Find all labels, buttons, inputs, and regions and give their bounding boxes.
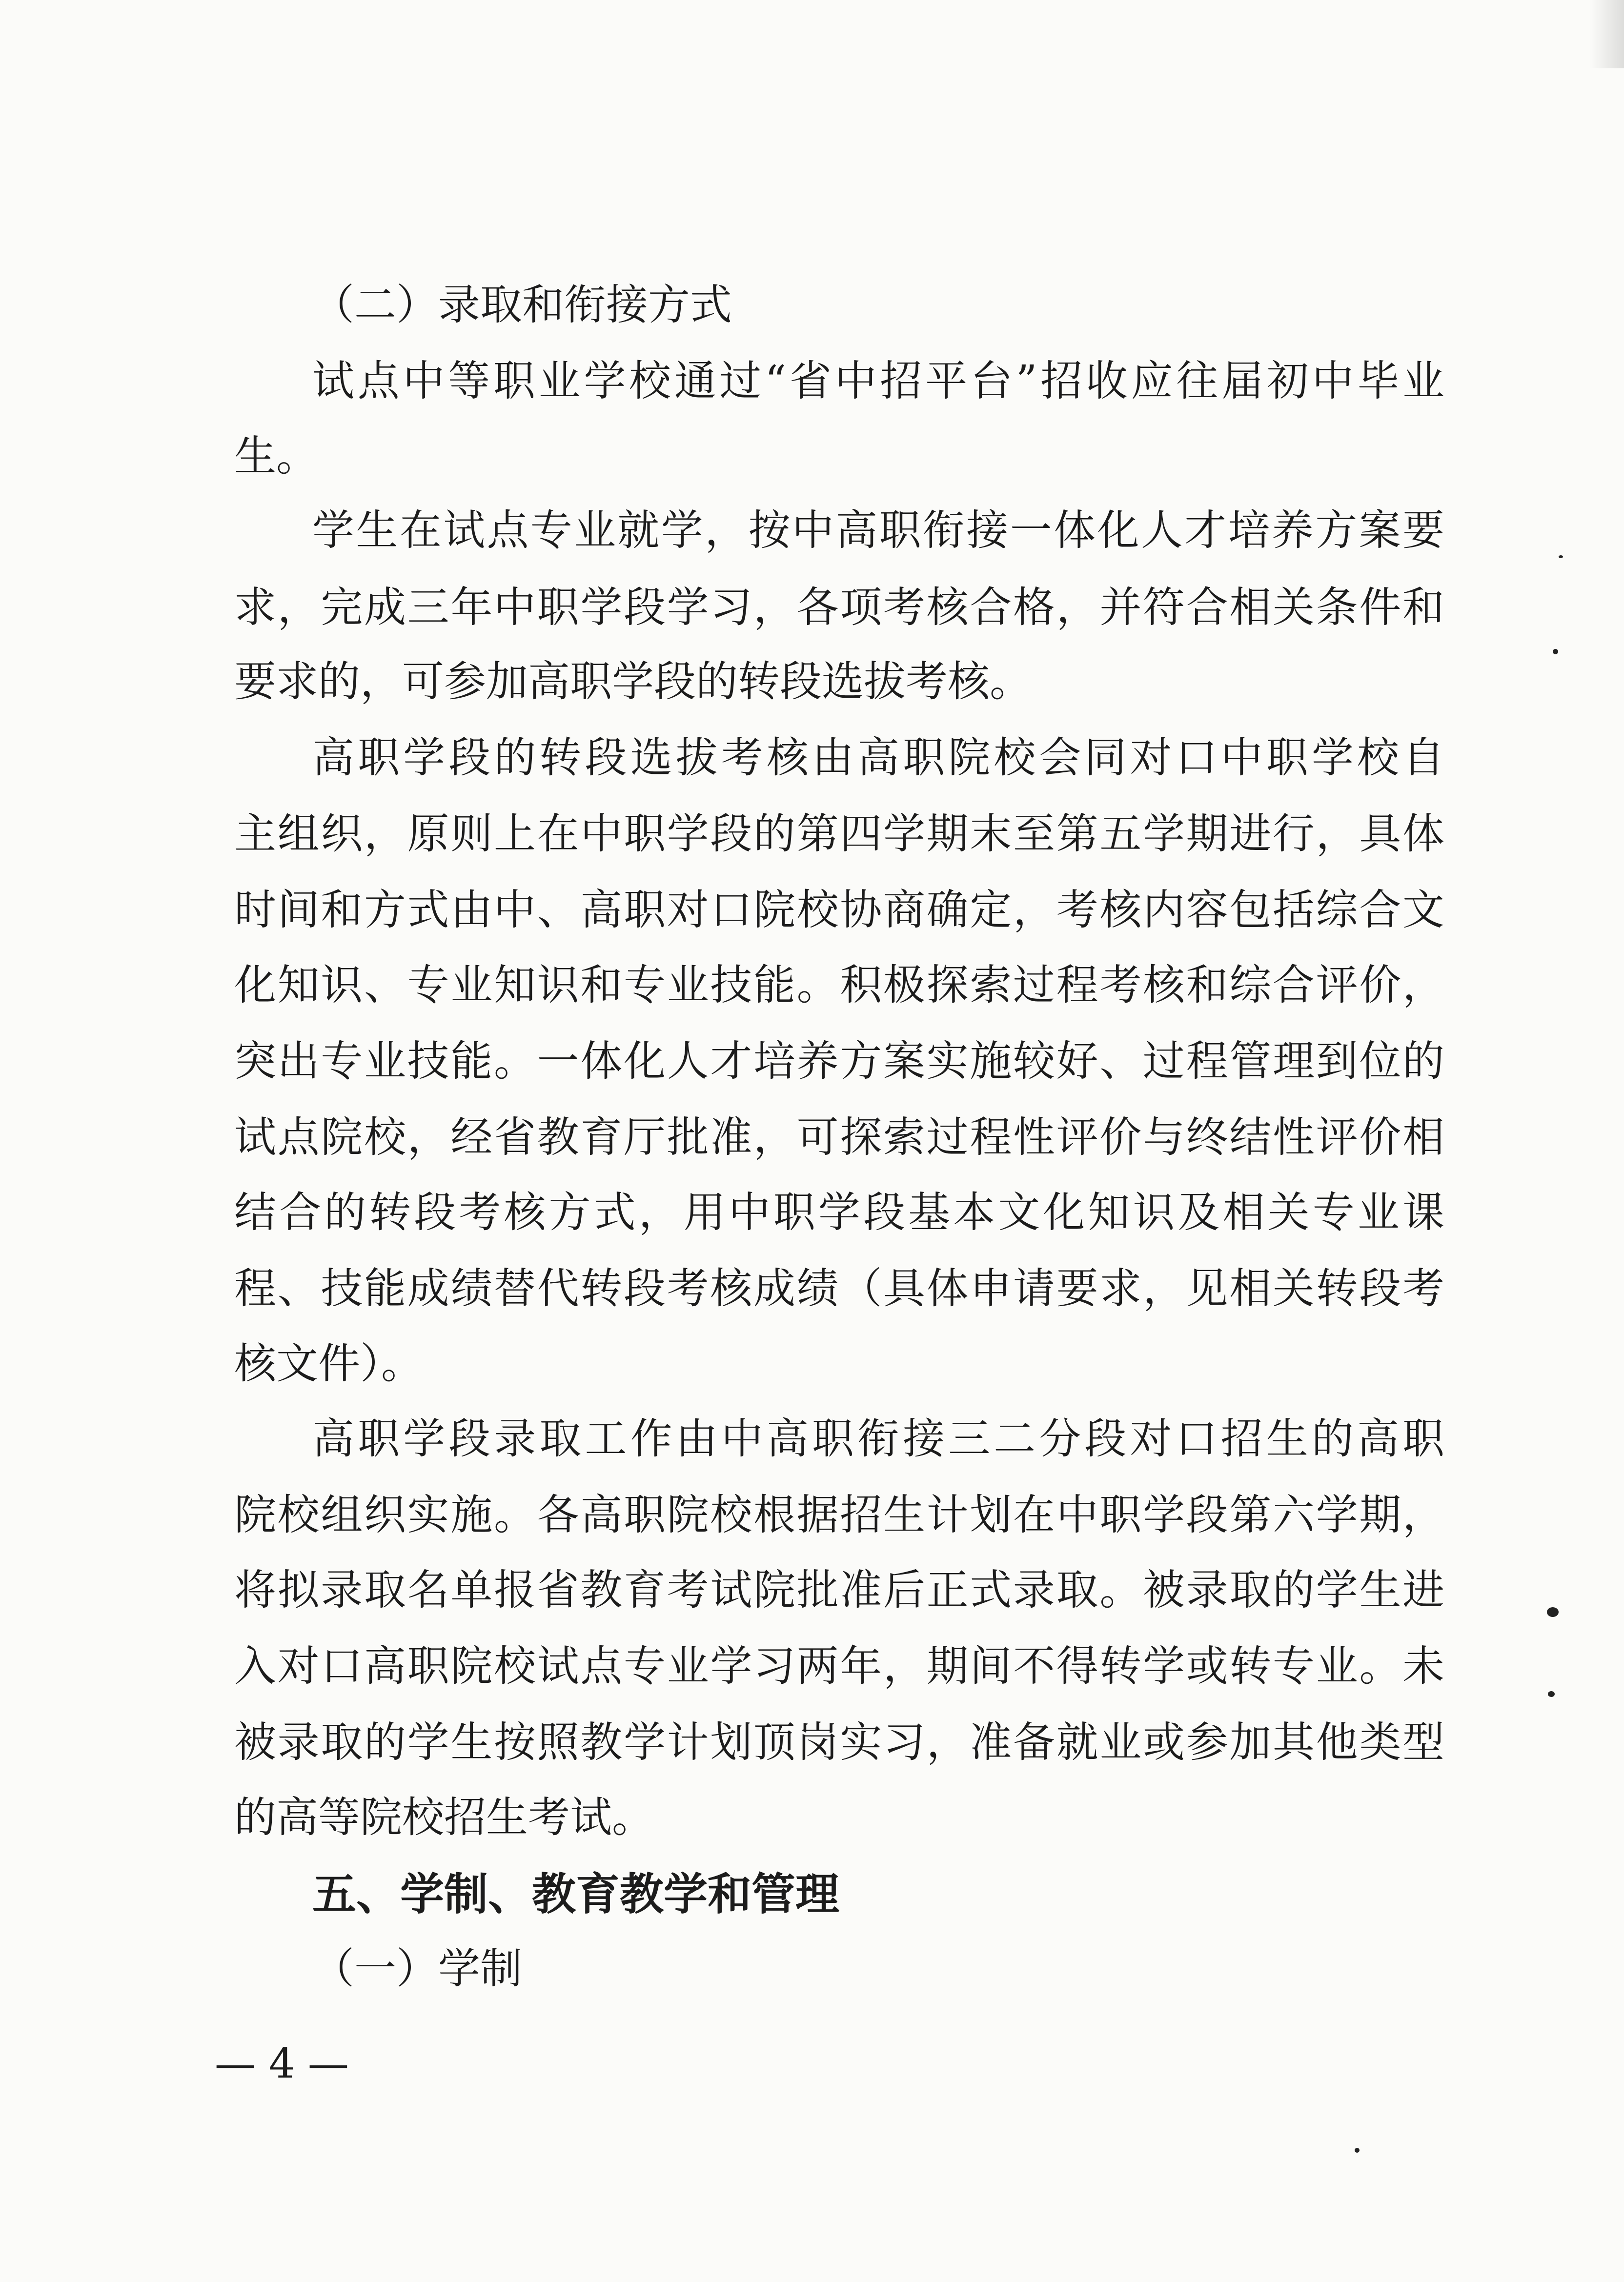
paragraph-3-line-3: 时间和方式由中、高职对口院校协商确定，考核内容包括综合文 <box>234 886 1444 934</box>
paragraph-3-line-9: 核文件）。 <box>234 1339 423 1388</box>
page-number: — 4 — <box>215 2040 349 2087</box>
paragraph-3-line-8: 程、技能成绩替代转段考核成绩（具体申请要求，见相关转段考 <box>234 1264 1444 1313</box>
paragraph-3-line-6: 试点院校，经省教育厅批准，可探索过程性评价与终结性评价相 <box>234 1113 1444 1162</box>
paragraph-4-line-1: 高职学段录取工作由中高职衔接三二分段对口招生的高职 <box>312 1414 1444 1463</box>
paragraph-3-line-2: 主组织，原则上在中职学段的第四学期末至第五学期进行，具体 <box>234 809 1444 858</box>
paragraph-4-line-6: 的高等院校招生考试。 <box>234 1793 654 1842</box>
scan-speck <box>1559 555 1563 558</box>
subsection-1-heading: （一）学制 <box>312 1944 522 1993</box>
paragraph-1-line-2: 生。 <box>234 432 318 481</box>
section-5-heading: 五、学制、教育教学和管理 <box>312 1869 839 1920</box>
scan-speck <box>1355 2148 1360 2153</box>
paragraph-3-line-7: 结合的转段考核方式，用中职学段基本文化知识及相关专业课 <box>234 1188 1444 1237</box>
paragraph-3-line-5: 突出专业技能。一体化人才培养方案实施较好、过程管理到位的 <box>234 1037 1444 1086</box>
paragraph-4-line-3: 将拟录取名单报省教育考试院批准后正式录取。被录取的学生进 <box>234 1566 1444 1615</box>
scan-edge-shadow <box>1590 0 1624 68</box>
paragraph-3-line-1: 高职学段的转段选拔考核由高职院校会同对口中职学校自 <box>312 733 1444 782</box>
scan-speck <box>1553 649 1558 654</box>
scan-speck <box>1547 1607 1559 1617</box>
paragraph-2-line-2: 求，完成三年中职学段学习，各项考核合格，并符合相关条件和 <box>234 583 1444 632</box>
section-2-heading: （二）录取和衔接方式 <box>312 281 732 329</box>
paragraph-2-line-1: 学生在试点专业就学，按中高职衔接一体化人才培养方案要 <box>312 506 1444 555</box>
paragraph-2-line-3: 要求的，可参加高职学段的转段选拔考核。 <box>234 657 1032 706</box>
paragraph-1-line-1: 试点中等职业学校通过“省中招平台”招收应往届初中毕业 <box>312 357 1444 405</box>
paragraph-4-line-4: 入对口高职院校试点专业学习两年，期间不得转学或转专业。未 <box>234 1642 1444 1691</box>
paragraph-4-line-5: 被录取的学生按照教学计划顶岗实习，准备就业或参加其他类型 <box>234 1718 1444 1767</box>
scan-speck <box>1548 1691 1555 1697</box>
paragraph-3-line-4: 化知识、专业知识和专业技能。积极探索过程考核和综合评价， <box>234 961 1444 1010</box>
paragraph-4-line-2: 院校组织实施。各高职院校根据招生计划在中职学段第六学期， <box>234 1491 1444 1539</box>
